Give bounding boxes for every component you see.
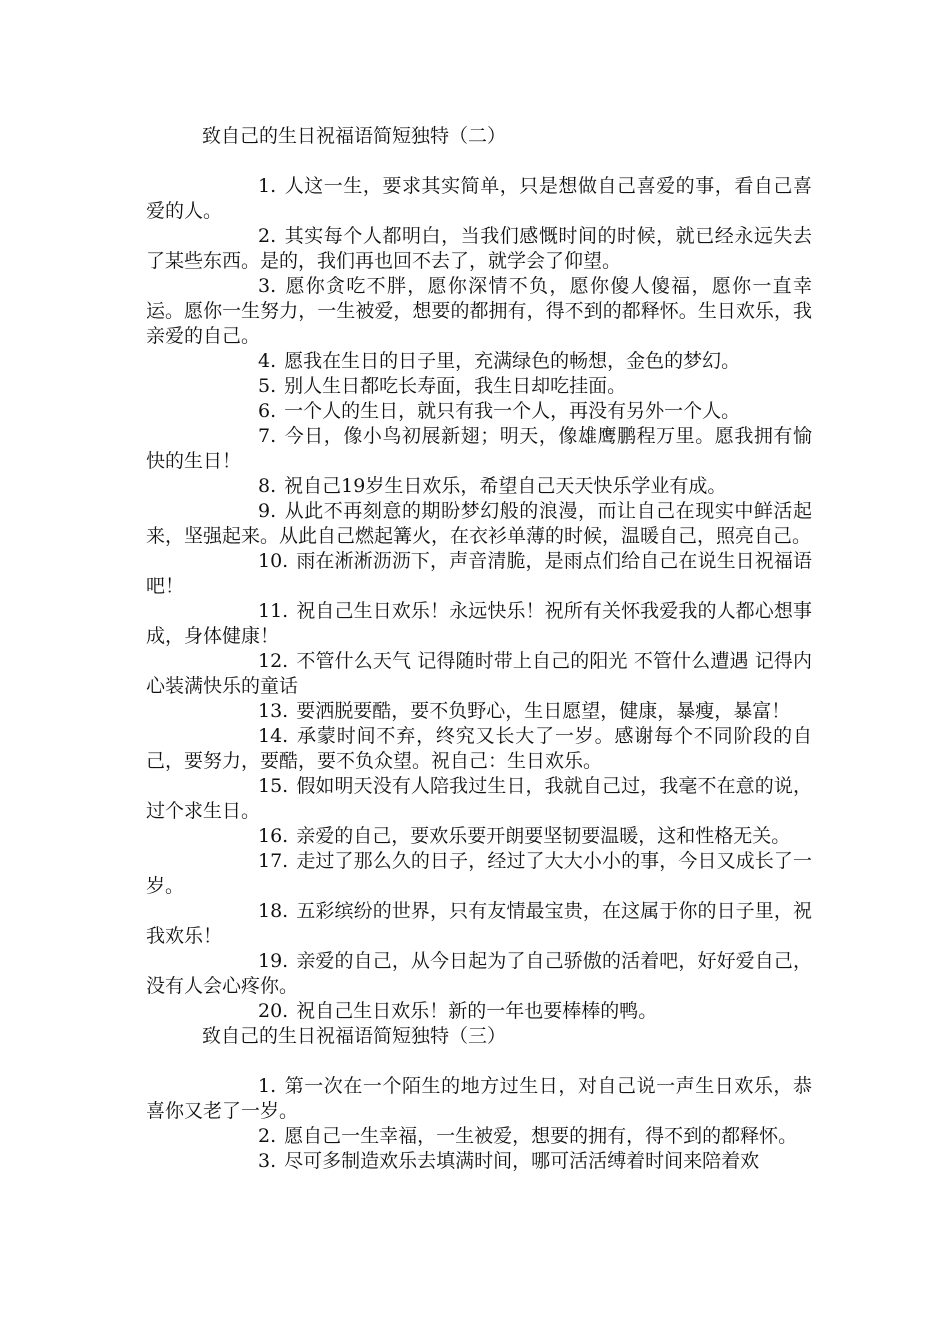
item-text: 承蒙时间不弃，终究又长大了一岁。感谢每个不同阶段的自己，要努力，要酷，要不负众望。祝自己：生日欢乐。 — [146, 725, 812, 772]
list-item — [146, 699, 812, 724]
list-item — [146, 849, 812, 899]
list-item — [146, 424, 812, 474]
item-text: 愿你贪吃不胖，愿你深情不负，愿你傻人傻福，愿你一直幸运。愿你一生努力，一生被爱，想要的都拥有，得不到的都释怀。生日欢乐，我亲爱的自己。 — [146, 275, 812, 347]
list-item — [146, 224, 812, 274]
item-text: 其实每个人都明白，当我们感慨时间的时候，就已经永远失去了某些东西。是的，我们再也回不去了，就学会了仰望。 — [146, 225, 812, 272]
item-text: 愿我在生日的日子里，充满绿色的畅想，金色的梦幻。 — [284, 350, 741, 372]
list-item — [146, 349, 812, 374]
list-item — [146, 1074, 812, 1124]
item-number: 16. — [258, 825, 289, 847]
item-text: 要洒脱要酷，要不负野心，生日愿望，健康，暴瘦，暴富！ — [296, 700, 791, 722]
item-number: 9. — [258, 500, 277, 522]
section-2-title: 致自己的生日祝福语简短独特（二） — [202, 125, 507, 147]
list-item — [146, 474, 812, 499]
item-number: 13. — [258, 700, 289, 722]
item-number: 1. — [258, 1075, 277, 1097]
item-number: 12. — [258, 650, 289, 672]
item-number: 6. — [258, 400, 277, 422]
item-number: 10. — [258, 550, 289, 572]
item-number: 18. — [258, 900, 289, 922]
item-number: 3. — [258, 275, 277, 297]
item-number: 3. — [258, 1150, 277, 1172]
item-number: 11. — [258, 600, 289, 622]
item-text: 一个人的生日，就只有我一个人，再没有另外一个人。 — [284, 400, 741, 422]
section-3-title: 致自己的生日祝福语简短独特（三） — [202, 1025, 507, 1047]
list-item — [146, 274, 812, 349]
item-text: 祝自己19岁生日欢乐，希望自己天天快乐学业有成。 — [284, 475, 727, 497]
item-number: 17. — [258, 850, 289, 872]
item-number: 15. — [258, 775, 289, 797]
list-item — [146, 949, 812, 999]
item-number: 20. — [258, 1000, 289, 1022]
list-item — [146, 724, 812, 774]
item-text: 假如明天没有人陪我过生日，我就自己过，我毫不在意的说，过个求生日。 — [146, 775, 812, 822]
item-text: 今日，像小鸟初展新翅；明天，像雄鹰鹏程万里。愿我拥有愉快的生日！ — [146, 425, 812, 472]
list-item — [146, 599, 812, 649]
item-text: 祝自己生日欢乐！新的一年也要棒棒的鸭。 — [296, 1000, 658, 1022]
item-number: 14. — [258, 725, 289, 747]
item-number: 2. — [258, 225, 277, 247]
item-number: 2. — [258, 1125, 277, 1147]
item-text: 走过了那么久的日子，经过了大大小小的事，今日又成长了一岁。 — [146, 850, 812, 897]
list-item — [146, 399, 812, 424]
item-number: 8. — [258, 475, 277, 497]
item-text: 不管什么天气 记得随时带上自己的阳光 不管什么遭遇 记得内心装满快乐的童话 — [146, 650, 812, 697]
list-item — [146, 174, 812, 224]
item-number: 7. — [258, 425, 277, 447]
item-text: 愿自己一生幸福，一生被爱，想要的拥有，得不到的都释怀。 — [284, 1125, 798, 1147]
list-item — [146, 999, 812, 1024]
item-text: 人这一生，要求其实简单，只是想做自己喜爱的事，看自己喜爱的人。 — [146, 175, 812, 222]
list-item — [146, 499, 812, 549]
item-text: 雨在淅淅沥沥下，声音清脆，是雨点们给自己在说生日祝福语吧！ — [146, 550, 812, 597]
section-2-list — [146, 174, 812, 1024]
item-text: 从此不再刻意的期盼梦幻般的浪漫，而让自己在现实中鲜活起来，坚强起来。从此自己燃起篝火，在衣衫单薄的时候，温暖自己，照亮自己。 — [146, 500, 812, 547]
list-item — [146, 549, 812, 599]
item-number: 5. — [258, 375, 277, 397]
item-text: 尽可多制造欢乐去填满时间，哪可活活缚着时间来陪着欢 — [284, 1150, 760, 1172]
item-number: 1. — [258, 175, 277, 197]
list-item — [146, 1149, 812, 1174]
list-item — [146, 774, 812, 824]
list-item — [146, 649, 812, 699]
item-number: 4. — [258, 350, 277, 372]
list-item — [146, 1124, 812, 1149]
item-text: 第一次在一个陌生的地方过生日，对自己说一声生日欢乐，恭喜你又老了一岁。 — [146, 1075, 812, 1122]
item-text: 别人生日都吃长寿面，我生日却吃挂面。 — [284, 375, 627, 397]
item-text: 祝自己生日欢乐！永远快乐！祝所有关怀我爱我的人都心想事成，身体健康！ — [146, 600, 812, 647]
document-body — [146, 120, 812, 1174]
item-text: 五彩缤纷的世界，只有友情最宝贵，在这属于你的日子里，祝我欢乐！ — [146, 900, 812, 947]
item-number: 19. — [258, 950, 289, 972]
list-item — [146, 824, 812, 849]
section-3-list — [146, 1074, 812, 1174]
list-item — [146, 374, 812, 399]
item-text: 亲爱的自己，从今日起为了自己骄傲的活着吧，好好爱自己，没有人会心疼你。 — [146, 950, 812, 997]
item-text: 亲爱的自己，要欢乐要开朗要坚韧要温暖，这和性格无关。 — [296, 825, 791, 847]
list-item — [146, 899, 812, 949]
